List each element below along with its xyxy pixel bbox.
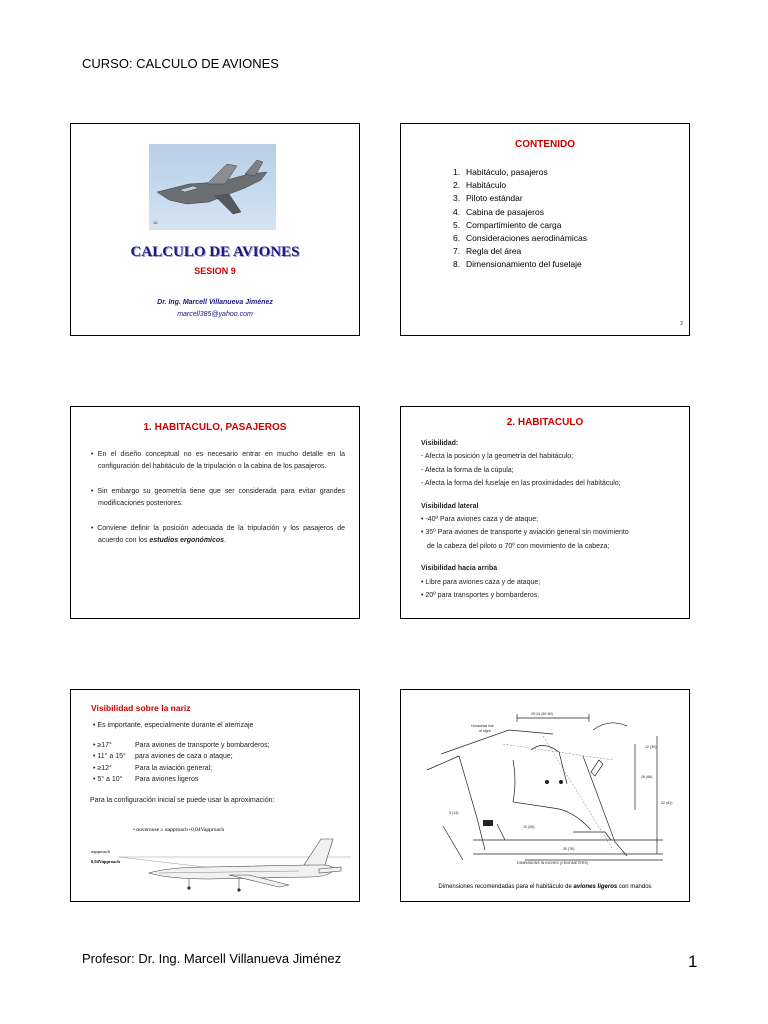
text-line: de la cabeza del piloto o 70º con movimiento de la cabeza;: [427, 542, 610, 550]
list-item: • 5° a 10° Para aviones ligeros: [93, 776, 199, 783]
slide-heading: 1. HABITACULO, PASAJEROS: [143, 422, 287, 433]
svg-text:12 (30): 12 (30): [645, 745, 657, 749]
text-line: • 35º Para aviones de transporte y aviación general sin movimiento: [421, 529, 629, 537]
list-item: 8. Dimensionamiento del fuselaje: [453, 259, 582, 270]
approach-speed-label: 0,04Vapproach: [91, 859, 120, 864]
course-title: CALCULO DE AVIONES: [130, 244, 300, 260]
svg-text:10 (25): 10 (25): [523, 825, 535, 829]
list-item: • 11° a 15° para aviones de caza o ataque;: [93, 753, 233, 760]
text-line: • Es importante, especialmente durante el aterrizaje: [93, 722, 254, 729]
svg-text:Horizontal line: Horizontal line: [471, 724, 494, 728]
contents-list: [453, 166, 587, 272]
slide-cockpit-dimensions: [400, 689, 690, 902]
slide-habitaculo-pasajeros: [70, 406, 360, 619]
list-item: • ≥12° Para la aviación general;: [93, 764, 213, 772]
slide-visibilidad-nariz: [70, 689, 360, 902]
paragraph: • Sin embargo su geometría tiene que ser considerada para evitar grandes modificaciones posteriores.: [91, 487, 345, 508]
slide-body: [421, 437, 679, 602]
list-item: 1. Habitáculo, pasajeros: [453, 167, 548, 177]
paragraph: • En el diseño conceptual no es necesario entrar en mucho detalle en la configuración del habitáculo de la tripulación o la cabina de los pasajeros.: [91, 451, 345, 471]
cockpit-dimension-drawing: [413, 700, 679, 878]
text-line: • Libre para aviones caza y de ataque;: [421, 578, 541, 586]
slide-contents: [400, 123, 690, 336]
subheading: Visibilidad hacia arriba: [421, 565, 498, 573]
slide-heading: Visibilidad sobre la nariz: [91, 703, 191, 713]
text-line: - Afecta la posición y la geometría del habitáculo;: [421, 453, 574, 461]
slide-habitaculo: [400, 406, 690, 619]
text-line: - Afecta la forma de la cúpula;: [421, 466, 514, 474]
footer-professor: Profesor: Dr. Ing. Marcell Villanueva Jiménez: [82, 951, 342, 966]
subheading: Visibilidad:: [421, 440, 459, 447]
page-number: 1: [688, 952, 698, 971]
figure-caption: Dimensiones recomendadas para el habitáculo de aviones ligeros con mandos: [438, 884, 652, 890]
text-line: • 20º para transportes y bombarderos.: [421, 592, 540, 600]
formula: • αovernose ≥ αapproach+0,04Vapproach: [133, 827, 225, 833]
list-item: 6. Consideraciones aerodinámicas: [453, 233, 587, 244]
author-email: marcell385@yahoo.com: [177, 311, 253, 318]
list-item: 7. Regla del área: [453, 246, 522, 257]
course-header: CURSO: CALCULO DE AVIONES: [82, 56, 279, 71]
text-line: Para la configuración inicial se puede usar la aproximación:: [90, 796, 275, 804]
slide-body: [91, 449, 345, 559]
airplane-sightline-diagram: [89, 833, 351, 893]
fighter-jet-photo: [149, 144, 276, 230]
contents-title: CONTENIDO: [515, 139, 575, 150]
svg-text:32 (81): 32 (81): [661, 801, 673, 805]
slide-title: [70, 123, 360, 336]
svg-text:of sight: of sight: [479, 729, 491, 733]
svg-text:5 (13): 5 (13): [449, 811, 459, 815]
text-line: - Afecta la forma del fuselaje en las proximidades del habitáculo;: [421, 480, 621, 488]
slide-body: [90, 720, 349, 806]
approach-angle-label: αapproach: [91, 849, 110, 854]
list-item: 4. Cabina de pasajeros: [453, 206, 544, 217]
list-item: • ≥17° Para aviones de transporte y bombarderos;: [93, 741, 270, 749]
list-item: 5. Compartimiento de carga: [453, 219, 562, 230]
list-item: 2. Habitáculo: [453, 180, 507, 191]
slide-heading: 2. HABITACULO: [506, 417, 584, 428]
svg-text:20·24 (50·60): 20·24 (50·60): [531, 712, 553, 716]
dimensions-note: DIMENSIONS IN INCHES (CENTIMETERS): [517, 861, 589, 865]
slide-number: 2: [680, 321, 683, 327]
author-name: Dr. Ing. Marcell Villanueva Jiménez: [157, 299, 273, 306]
text-line: • -40º Para aviones caza y de ataque;: [421, 516, 539, 524]
svg-text:30 (76): 30 (76): [563, 847, 575, 851]
subheading: Visibilidad lateral: [421, 502, 479, 510]
paragraph: • Conviene definir la posición adecuada de la tripulación y los pasajeros de acuerdo con los estudios ergonómicos.: [91, 524, 345, 545]
svg-text:16: 16: [153, 220, 158, 225]
session-label: SESION 9: [194, 266, 236, 276]
svg-text:26 (66): 26 (66): [641, 775, 653, 779]
list-item: 3. Piloto estándar: [453, 193, 523, 204]
